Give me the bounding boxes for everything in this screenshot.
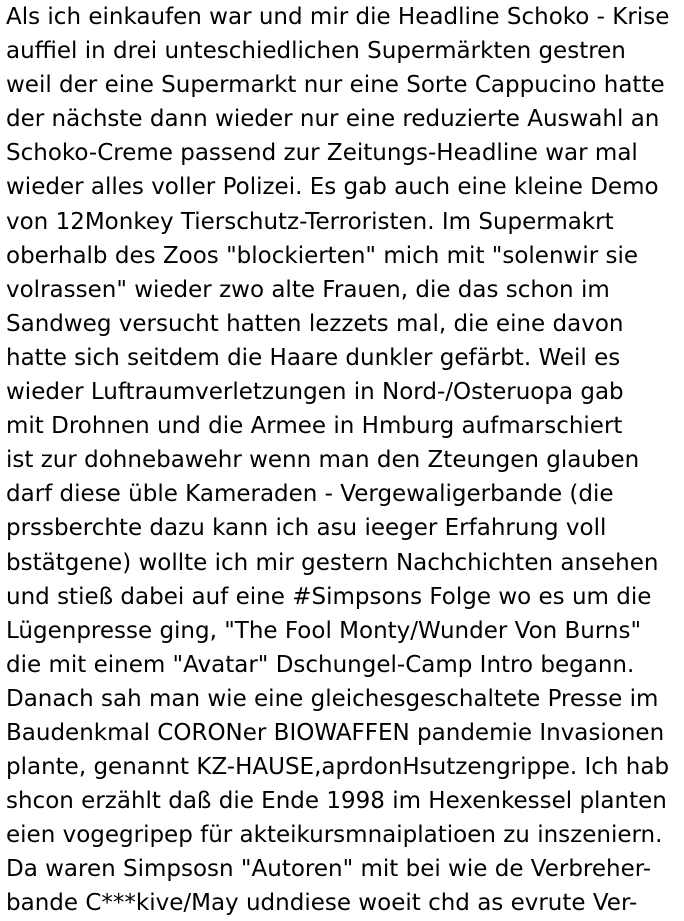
text-line: weil der eine Supermarkt nur eine Sorte Cappucino hatte (6, 72, 665, 99)
text-line: bstätgene) wollte ich mir gestern Nachchichten ansehen (6, 549, 659, 576)
text-line: wieder alles voller Polizei. Es gab auch eine kleine Demo (6, 174, 659, 201)
text-line: Da waren Simpsosn "Autoren" mit bei wie de Verbreher- (6, 856, 652, 883)
text-line: wieder Luftraumverletzungen in Nord-/Osteruopa gab (6, 379, 624, 406)
text-line: volrassen" wieder zwo alte Frauen, die das schon im (6, 276, 610, 303)
text-line: bande C***kive/May udndiese woeit chd as evrute Ver- (6, 890, 638, 917)
document-body (6, 0, 682, 921)
text-line: prssberchte dazu kann ich asu ieeger Erfahrung voll (6, 515, 607, 542)
text-line: Schoko-Creme passend zur Zeitungs-Headline war mal (6, 140, 638, 167)
text-line: auffiel in drei unteschiedlichen Supermärkten gestren (6, 38, 626, 65)
text-line: eien vogegripep für akteikursmnaiplatioen zu inszeniern. (6, 822, 663, 849)
text-line: und stieß dabei auf eine #Simpsons Folge wo es um die (6, 583, 652, 610)
text-line: oberhalb des Zoos "blockierten" mich mit "solenwir sie (6, 242, 639, 269)
text-line: darf diese üble Kameraden - Vergewaligerbande (die (6, 481, 614, 508)
text-line: shcon erzählt daß die Ende 1998 im Hexenkessel planten (6, 788, 667, 815)
text-line: die mit einem "Avatar" Dschungel-Camp Intro begann. (6, 651, 635, 678)
text-line: plante, genannt KZ-HAUSE,aprdonHsutzengrippe. Ich hab (6, 754, 670, 781)
text-line: ist zur dohnebawehr wenn man den Zteungen glauben (6, 447, 640, 474)
text-line: Danach sah man wie eine gleichesgeschaltete Presse im (6, 685, 659, 712)
text-line: Lügenpresse ging, "The Fool Monty/Wunder Von Burns" (6, 617, 642, 644)
text-line: mit Drohnen und die Armee in Hmburg aufmarschiert (6, 413, 623, 440)
text-line: Sandweg versucht hatten lezzets mal, die eine davon (6, 310, 624, 337)
text-line: Als ich einkaufen war und mir die Headline Schoko - Krise (6, 4, 670, 30)
text-line: Baudenkmal CORONer BIOWAFFEN pandemie Invasionen (6, 719, 665, 746)
text-line: der nächste dann wieder nur eine reduzierte Auswahl an (6, 106, 660, 133)
text-line: hatte sich seitdem die Haare dunkler gefärbt. Weil es (6, 344, 621, 371)
text-line: von 12Monkey Tierschutz-Terroristen. Im Supermakrt (6, 208, 614, 235)
